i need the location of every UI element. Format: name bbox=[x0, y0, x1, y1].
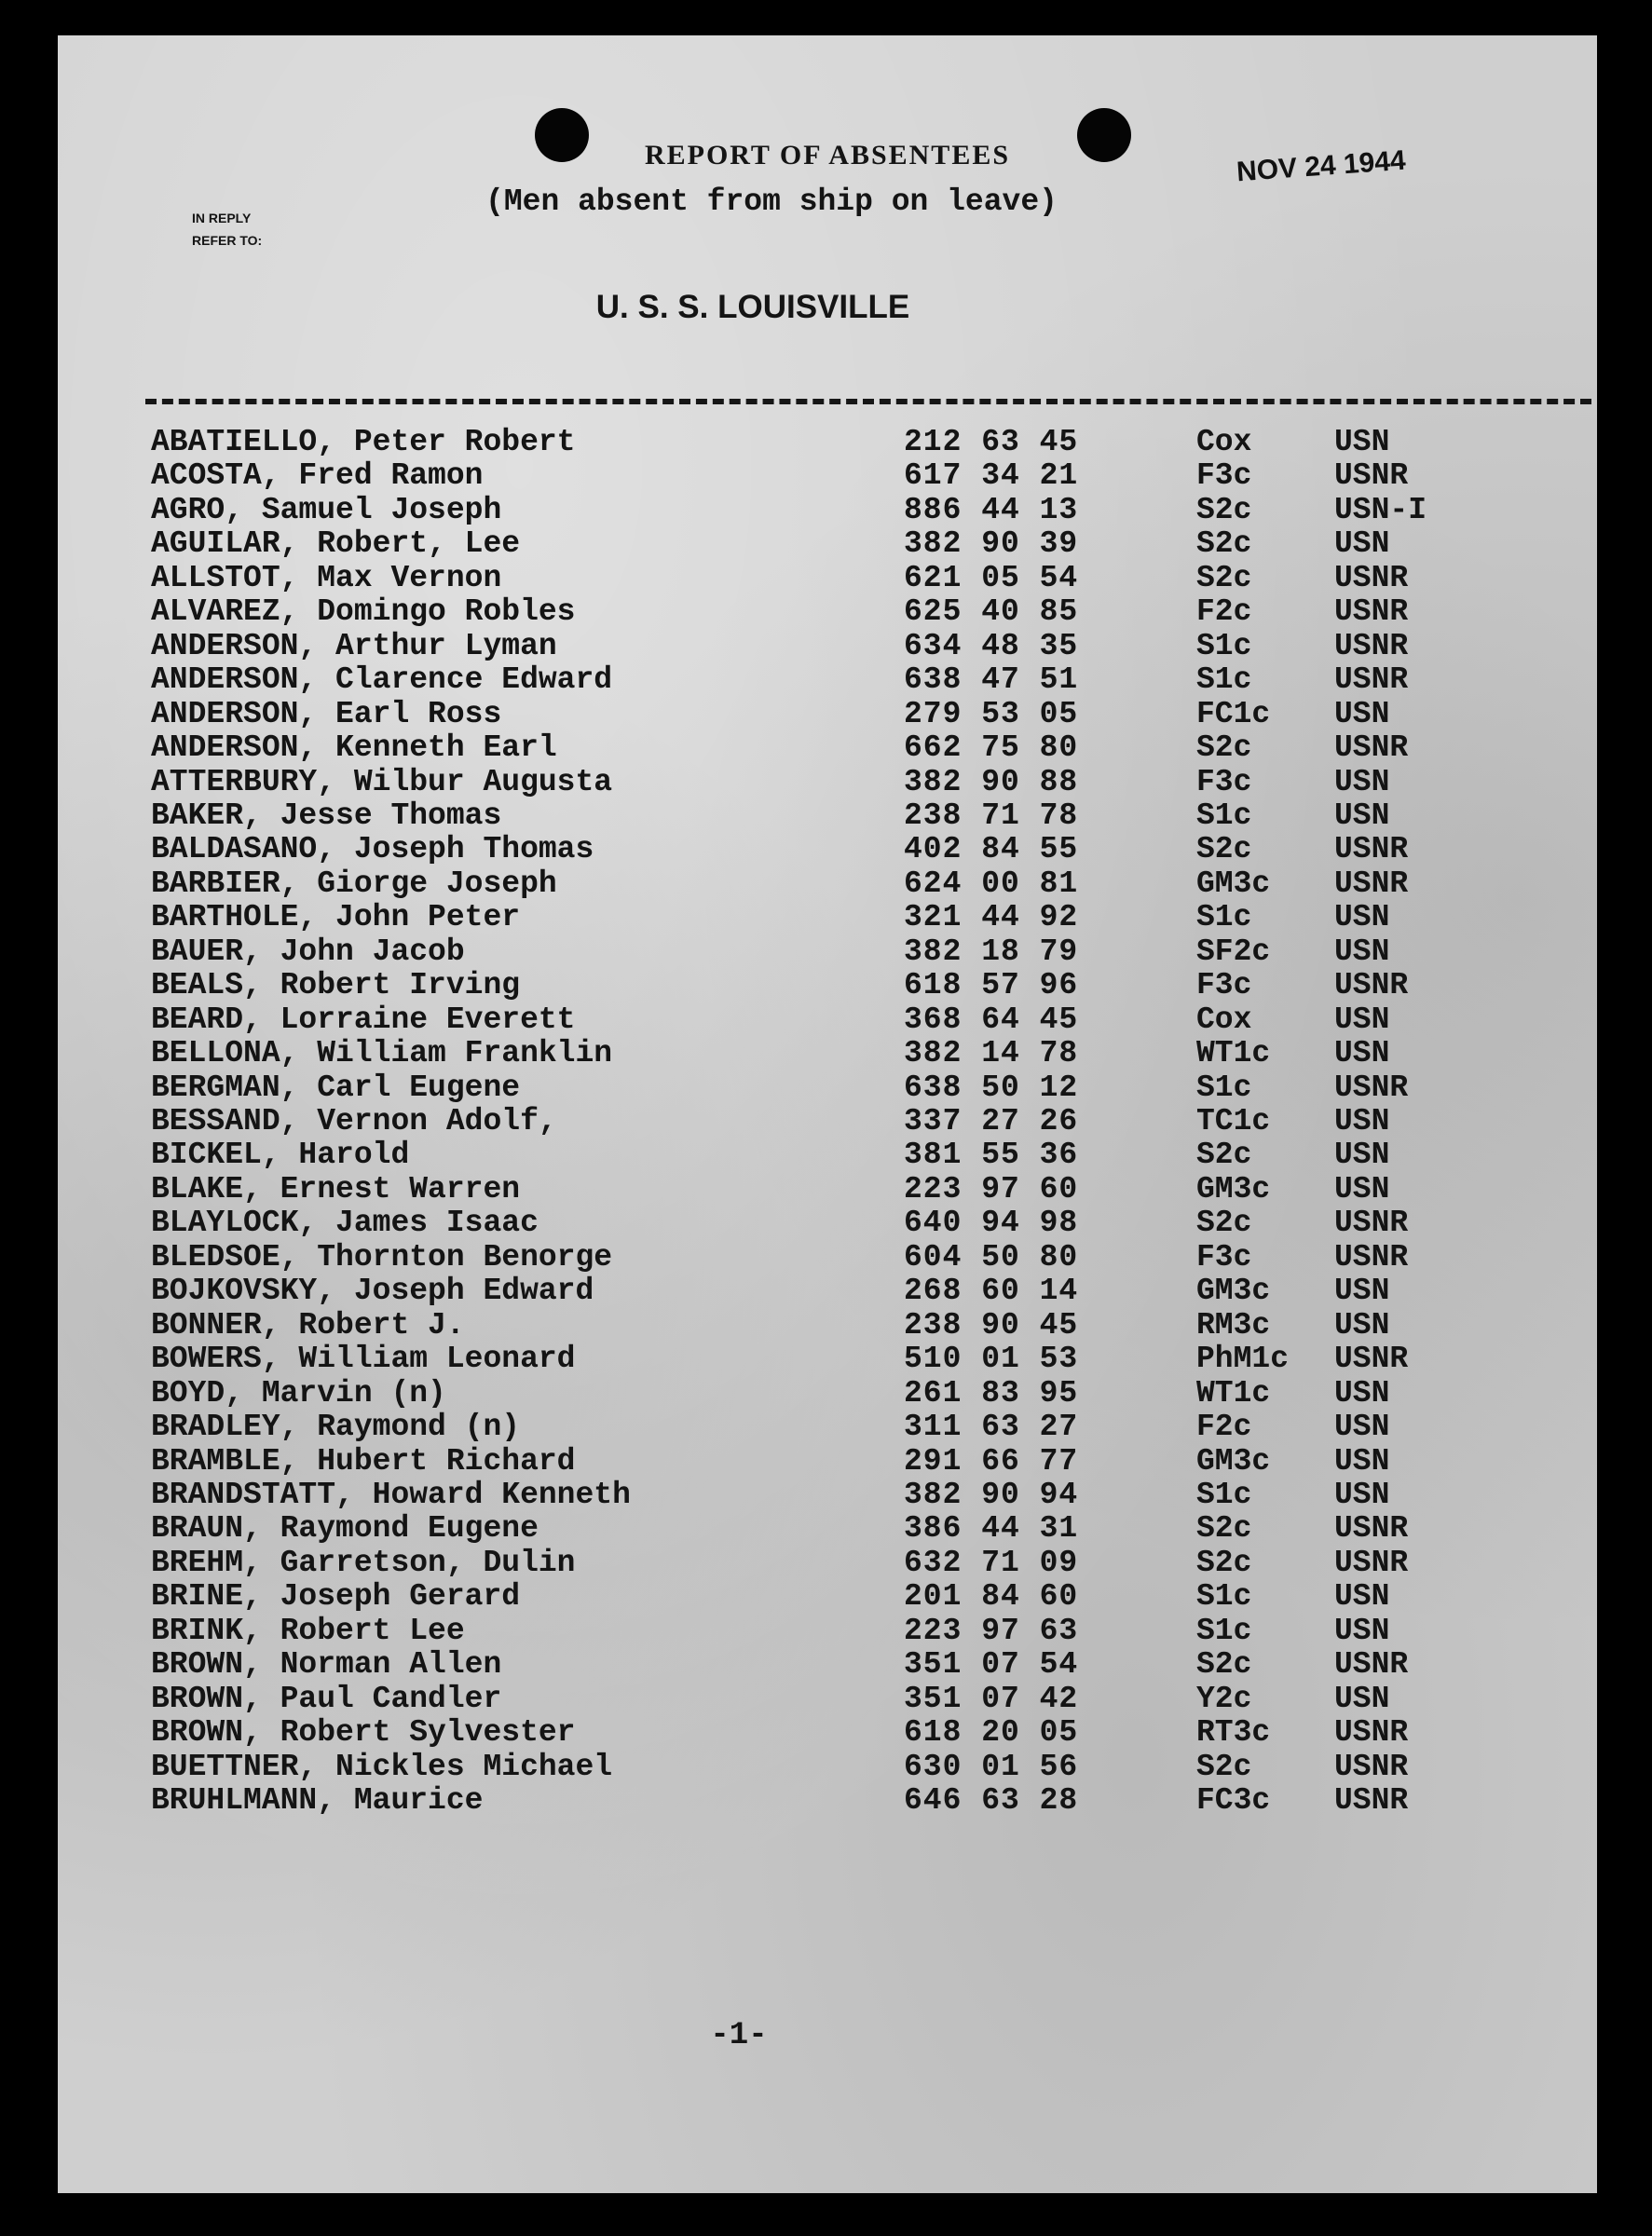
service-branch: USNR bbox=[1334, 628, 1409, 663]
service-number: 632 71 09 bbox=[904, 1545, 1079, 1580]
service-number: 638 47 51 bbox=[904, 662, 1079, 698]
service-branch: USN bbox=[1334, 1477, 1390, 1512]
service-number: 386 44 31 bbox=[904, 1511, 1079, 1547]
service-number: 382 90 94 bbox=[904, 1477, 1079, 1512]
sailor-name: BRINE, Joseph Gerard bbox=[151, 1579, 521, 1615]
service-branch: USN bbox=[1334, 1171, 1390, 1207]
service-branch: USN-I bbox=[1334, 492, 1427, 527]
sailor-name: BOWERS, William Leonard bbox=[151, 1342, 576, 1377]
sailor-name: BREHM, Garretson, Dulin bbox=[151, 1545, 576, 1580]
sailor-name: BOYD, Marvin (n) bbox=[151, 1375, 446, 1411]
service-branch: USNR bbox=[1334, 1783, 1409, 1818]
sailor-name: BALDASANO, Joseph Thomas bbox=[151, 832, 594, 867]
service-number: 618 20 05 bbox=[904, 1715, 1079, 1751]
sailor-name: BRADLEY, Raymond (n) bbox=[151, 1410, 521, 1445]
service-branch: USN bbox=[1334, 1443, 1390, 1479]
service-number: 382 90 88 bbox=[904, 764, 1079, 799]
service-number: 238 71 78 bbox=[904, 798, 1079, 833]
service-branch: USN bbox=[1334, 1579, 1390, 1615]
service-number: 382 90 39 bbox=[904, 526, 1079, 562]
sailor-name: BEARD, Lorraine Everett bbox=[151, 1002, 576, 1037]
rating: GM3c bbox=[1196, 1443, 1271, 1479]
service-branch: USNR bbox=[1334, 458, 1409, 494]
sailor-name: BOJKOVSKY, Joseph Edward bbox=[151, 1274, 594, 1309]
service-number: 321 44 92 bbox=[904, 900, 1079, 935]
date-stamp: NOV 24 1944 bbox=[1236, 144, 1407, 188]
service-branch: USNR bbox=[1334, 594, 1409, 630]
sailor-name: BRANDSTATT, Howard Kenneth bbox=[151, 1477, 631, 1512]
service-number: 382 14 78 bbox=[904, 1036, 1079, 1071]
rating: S1c bbox=[1196, 628, 1252, 663]
sailor-name: ALLSTOT, Max Vernon bbox=[151, 560, 502, 595]
service-branch: USNR bbox=[1334, 1070, 1409, 1105]
service-branch: USN bbox=[1334, 1002, 1390, 1037]
sailor-name: BESSAND, Vernon Adolf, bbox=[151, 1104, 557, 1138]
service-branch: USNR bbox=[1334, 1715, 1409, 1751]
service-branch: USN bbox=[1334, 425, 1390, 459]
service-number: 886 44 13 bbox=[904, 492, 1079, 527]
rating: RT3c bbox=[1196, 1715, 1271, 1751]
service-number: 223 97 63 bbox=[904, 1613, 1079, 1648]
sailor-name: ANDERSON, Earl Ross bbox=[151, 696, 502, 731]
service-number: 238 90 45 bbox=[904, 1307, 1079, 1343]
service-branch: USN bbox=[1334, 798, 1390, 833]
rating: S2c bbox=[1196, 492, 1252, 527]
service-number: 381 55 36 bbox=[904, 1138, 1079, 1173]
service-number: 351 07 42 bbox=[904, 1681, 1079, 1716]
service-number: 625 40 85 bbox=[904, 594, 1079, 630]
sailor-name: BLEDSOE, Thornton Benorge bbox=[151, 1239, 613, 1275]
rating: S1c bbox=[1196, 900, 1252, 935]
service-number: 621 05 54 bbox=[904, 560, 1079, 595]
service-branch: USNR bbox=[1334, 1206, 1409, 1241]
rating: S2c bbox=[1196, 1138, 1252, 1173]
service-number: 261 83 95 bbox=[904, 1375, 1079, 1411]
sailor-name: BRAMBLE, Hubert Richard bbox=[151, 1443, 576, 1479]
sailor-name: BAUER, John Jacob bbox=[151, 934, 465, 969]
service-number: 279 53 05 bbox=[904, 696, 1079, 731]
sailor-name: ATTERBURY, Wilbur Augusta bbox=[151, 764, 613, 799]
service-number: 351 07 54 bbox=[904, 1647, 1079, 1683]
service-branch: USN bbox=[1334, 526, 1390, 562]
rating: S1c bbox=[1196, 1579, 1252, 1615]
rating: WT1c bbox=[1196, 1375, 1271, 1411]
rating: FC3c bbox=[1196, 1783, 1271, 1818]
service-number: 624 00 81 bbox=[904, 866, 1079, 901]
rating: Y2c bbox=[1196, 1681, 1252, 1716]
service-number: 337 27 26 bbox=[904, 1104, 1079, 1138]
rating: S2c bbox=[1196, 1206, 1252, 1241]
service-branch: USNR bbox=[1334, 832, 1409, 867]
service-number: 201 84 60 bbox=[904, 1579, 1079, 1615]
service-branch: USN bbox=[1334, 1410, 1390, 1445]
page-number: -1- bbox=[710, 2018, 768, 2053]
rating: S2c bbox=[1196, 526, 1252, 562]
rating: S2c bbox=[1196, 730, 1252, 766]
sailor-name: BRINK, Robert Lee bbox=[151, 1613, 465, 1648]
service-branch: USNR bbox=[1334, 968, 1409, 1003]
service-branch: USN bbox=[1334, 1681, 1390, 1716]
service-number: 646 63 28 bbox=[904, 1783, 1079, 1818]
sailor-name: BICKEL, Harold bbox=[151, 1138, 410, 1173]
service-number: 268 60 14 bbox=[904, 1274, 1079, 1309]
rating: F3c bbox=[1196, 968, 1252, 1003]
sailor-name: BROWN, Norman Allen bbox=[151, 1647, 502, 1683]
service-number: 402 84 55 bbox=[904, 832, 1079, 867]
sailor-name: BAKER, Jesse Thomas bbox=[151, 798, 502, 833]
sailor-name: BERGMAN, Carl Eugene bbox=[151, 1070, 521, 1105]
service-number: 604 50 80 bbox=[904, 1239, 1079, 1275]
service-branch: USNR bbox=[1334, 560, 1409, 595]
sailor-name: BRAUN, Raymond Eugene bbox=[151, 1511, 539, 1547]
service-number: 662 75 80 bbox=[904, 730, 1079, 766]
rating: S1c bbox=[1196, 1070, 1252, 1105]
service-number: 368 64 45 bbox=[904, 1002, 1079, 1037]
rating: F2c bbox=[1196, 594, 1252, 630]
rating: S2c bbox=[1196, 832, 1252, 867]
service-number: 212 63 45 bbox=[904, 425, 1079, 459]
service-number: 640 94 98 bbox=[904, 1206, 1079, 1241]
sailor-name: BLAYLOCK, James Isaac bbox=[151, 1206, 539, 1241]
sailor-name: BARBIER, Giorge Joseph bbox=[151, 866, 557, 901]
rating: SF2c bbox=[1196, 934, 1271, 969]
service-branch: USN bbox=[1334, 900, 1390, 935]
service-branch: USN bbox=[1334, 934, 1390, 969]
report-subtitle: (Men absent from ship on leave) bbox=[485, 184, 1058, 219]
sailor-name: AGRO, Samuel Joseph bbox=[151, 492, 502, 527]
service-number: 638 50 12 bbox=[904, 1070, 1079, 1105]
service-number: 630 01 56 bbox=[904, 1749, 1079, 1784]
rating: Cox bbox=[1196, 1002, 1252, 1037]
service-branch: USNR bbox=[1334, 730, 1409, 766]
rating: S2c bbox=[1196, 1511, 1252, 1547]
service-number: 291 66 77 bbox=[904, 1443, 1079, 1479]
rating: S2c bbox=[1196, 1545, 1252, 1580]
service-branch: USN bbox=[1334, 1274, 1390, 1309]
rating: WT1c bbox=[1196, 1036, 1271, 1071]
service-branch: USN bbox=[1334, 1613, 1390, 1648]
rating: S1c bbox=[1196, 798, 1252, 833]
service-branch: USN bbox=[1334, 696, 1390, 731]
rating: S1c bbox=[1196, 1613, 1252, 1648]
reply-line: REFER TO: bbox=[192, 233, 263, 248]
service-branch: USNR bbox=[1334, 1342, 1409, 1377]
ship-name: U. S. S. LOUISVILLE bbox=[595, 289, 910, 325]
service-number: 618 57 96 bbox=[904, 968, 1079, 1003]
sailor-name: ACOSTA, Fred Ramon bbox=[151, 458, 484, 494]
reply-reference bbox=[192, 207, 262, 252]
service-branch: USNR bbox=[1334, 1239, 1409, 1275]
sailor-name: BELLONA, William Franklin bbox=[151, 1036, 613, 1071]
service-number: 223 97 60 bbox=[904, 1171, 1079, 1207]
service-branch: USN bbox=[1334, 764, 1390, 799]
rating: TC1c bbox=[1196, 1104, 1271, 1138]
rating: GM3c bbox=[1196, 1171, 1271, 1207]
sailor-name: ABATIELLO, Peter Robert bbox=[151, 425, 576, 459]
service-number: 510 01 53 bbox=[904, 1342, 1079, 1377]
service-branch: USN bbox=[1334, 1138, 1390, 1173]
rating: PhM1c bbox=[1196, 1342, 1290, 1377]
rating: F2c bbox=[1196, 1410, 1252, 1445]
rating: F3c bbox=[1196, 458, 1252, 494]
service-number: 634 48 35 bbox=[904, 628, 1079, 663]
sailor-name: BARTHOLE, John Peter bbox=[151, 900, 521, 935]
rating: S1c bbox=[1196, 1477, 1252, 1512]
rating: S2c bbox=[1196, 560, 1252, 595]
sailor-name: BEALS, Robert Irving bbox=[151, 968, 521, 1003]
service-branch: USNR bbox=[1334, 1647, 1409, 1683]
rating: GM3c bbox=[1196, 1274, 1271, 1309]
sailor-name: BLAKE, Ernest Warren bbox=[151, 1171, 521, 1207]
rating: F3c bbox=[1196, 1239, 1252, 1275]
service-branch: USNR bbox=[1334, 866, 1409, 901]
rating: S2c bbox=[1196, 1749, 1252, 1784]
service-branch: USNR bbox=[1334, 1545, 1409, 1580]
reply-line: IN REPLY bbox=[192, 211, 252, 225]
sailor-name: BONNER, Robert J. bbox=[151, 1307, 465, 1343]
rating: S2c bbox=[1196, 1647, 1252, 1683]
rating: S1c bbox=[1196, 662, 1252, 698]
service-branch: USN bbox=[1334, 1375, 1390, 1411]
rating: F3c bbox=[1196, 764, 1252, 799]
sailor-name: ANDERSON, Kenneth Earl bbox=[151, 730, 557, 766]
document-page bbox=[58, 35, 1597, 2193]
sailor-name: BROWN, Robert Sylvester bbox=[151, 1715, 576, 1751]
sailor-name: BROWN, Paul Candler bbox=[151, 1681, 502, 1716]
sailor-name: ANDERSON, Clarence Edward bbox=[151, 662, 613, 698]
service-number: 382 18 79 bbox=[904, 934, 1079, 969]
service-number: 311 63 27 bbox=[904, 1410, 1079, 1445]
sailor-name: ANDERSON, Arthur Lyman bbox=[151, 628, 557, 663]
service-branch: USN bbox=[1334, 1307, 1390, 1343]
sailor-name: AGUILAR, Robert, Lee bbox=[151, 526, 521, 562]
rating: RM3c bbox=[1196, 1307, 1271, 1343]
service-branch: USNR bbox=[1334, 1749, 1409, 1784]
service-branch: USNR bbox=[1334, 1511, 1409, 1547]
rating: GM3c bbox=[1196, 866, 1271, 901]
service-branch: USNR bbox=[1334, 662, 1409, 698]
service-number: 617 34 21 bbox=[904, 458, 1079, 494]
sailor-name: BRUHLMANN, Maurice bbox=[151, 1783, 484, 1818]
rating: Cox bbox=[1196, 425, 1252, 459]
service-branch: USN bbox=[1334, 1104, 1390, 1138]
rating: FC1c bbox=[1196, 696, 1271, 731]
dashed-divider bbox=[145, 399, 1591, 404]
report-title: REPORT OF ABSENTEES bbox=[644, 140, 1011, 170]
sailor-name: ALVAREZ, Domingo Robles bbox=[151, 594, 576, 630]
sailor-name: BUETTNER, Nickles Michael bbox=[151, 1749, 613, 1784]
service-branch: USN bbox=[1334, 1036, 1390, 1071]
